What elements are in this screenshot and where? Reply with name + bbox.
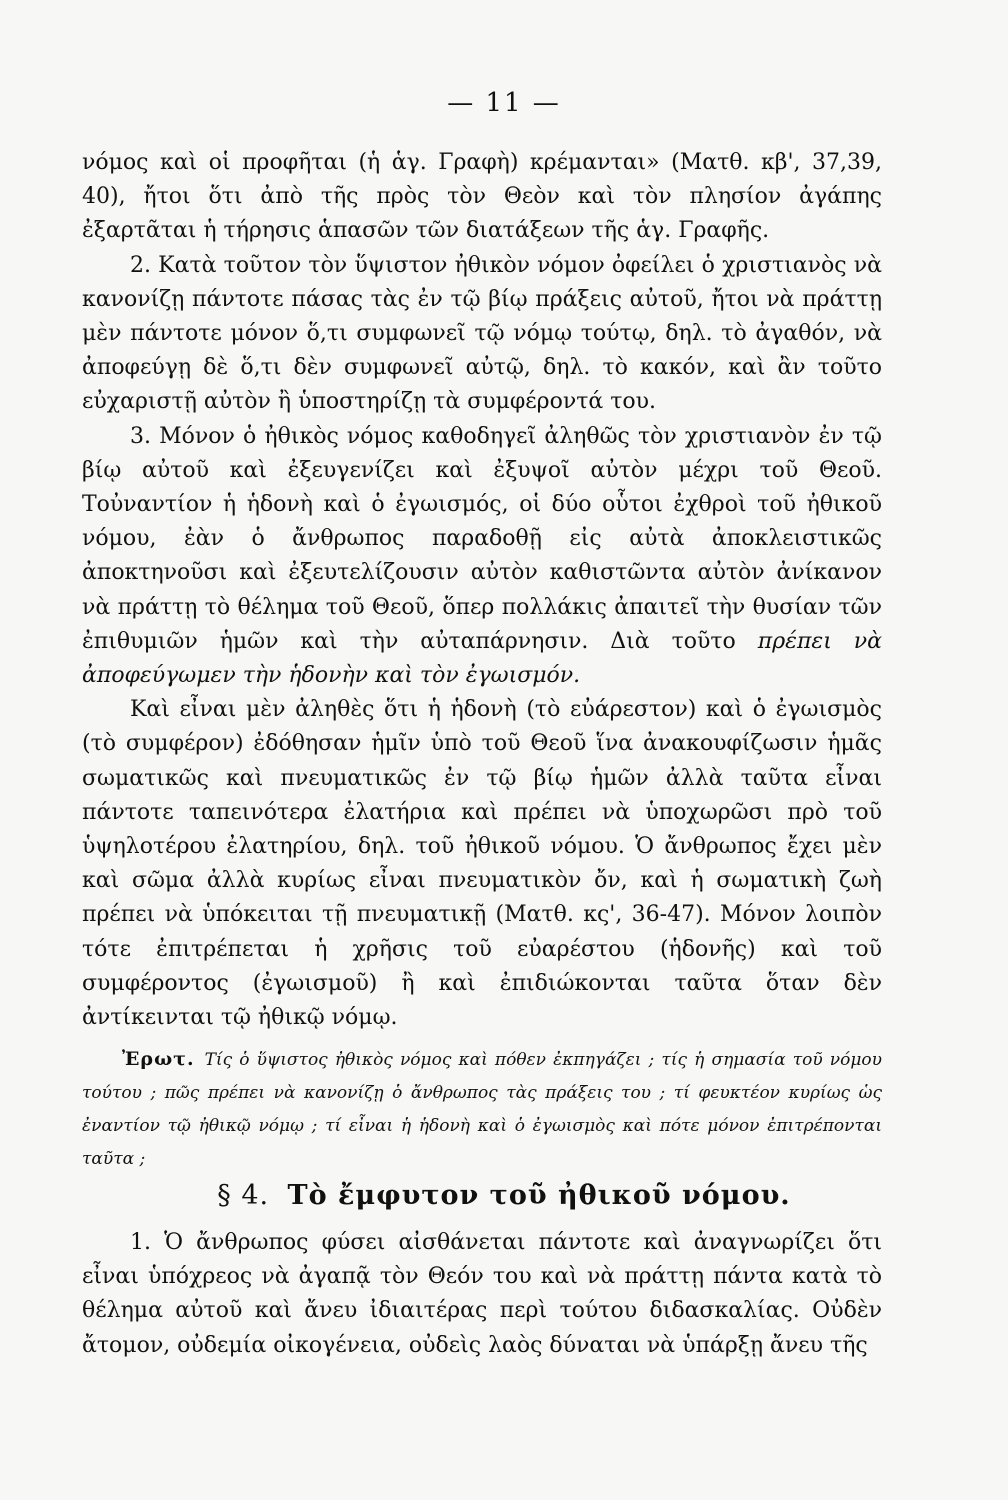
question-text: Τίς ὁ ὕψιστος ἠθικὸς νόμος καὶ πόθεν ἐκπηγάζει ; τίς ἡ σημασία τοῦ νόμου τούτου ; πῶς πρέπει νὰ κανονίζῃ ὁ ἄνθρωπος τὰς πράξεις του ; τί φευκτέον κυρίως ὡς ἐναντίον τῷ ἠθικῷ νόμῳ ; τί εἶναι ἡ ἡδονὴ καὶ ὁ ἐγωισμὸς καὶ πότε μόνον ἐπιτρέπονται ταῦτα ; — [82, 1050, 882, 1169]
paragraph-3 — [82, 420, 882, 694]
paragraph-continuation: νόμος καὶ οἱ προφῆται (ἡ ἁγ. Γραφὴ) κρέμανται» (Ματθ. κβ', 37,39, 40), ἤτοι ὅτι ἀπὸ τῆς πρὸς τὸν Θεὸν καὶ τὸν πλησίον ἀγάπης ἐξαρτᾶται ἡ τήρησις ἁπασῶν τῶν διατάξεων τῆς ἁγ. Γραφῆς. — [82, 150, 882, 244]
question-label: Ἐρωτ. — [122, 1048, 195, 1070]
paragraph-3-emphasis: πρέπει νὰ ἀποφεύγωμεν τὴν ἡδονὴν καὶ τὸν ἐγωισμόν. — [82, 628, 883, 689]
section-heading — [0, 1180, 1008, 1211]
review-questions — [82, 1043, 882, 1176]
section-paragraph-1: 1. Ὁ ἄνθρωπος φύσει αἰσθάνεται πάντοτε καὶ ἀναγνωρίζει ὅτι εἶναι ὑπόχρεος νὰ ἀγαπᾷ τὸν Θεόν του καὶ νὰ πράττῃ πάντα κατὰ τὸ θέλημα αὐτοῦ καὶ ἄνευ ἰδιαιτέρας περὶ τούτου διδασκαλίας. Οὐδὲν ἄτομον, οὐδεμία οἰκογένεια, οὐδεὶς λαὸς δύναται νὰ ὑπάρξῃ ἄνευ τῆς — [82, 1230, 882, 1358]
section-text — [82, 1226, 882, 1363]
section-number: § 4. — [217, 1180, 270, 1211]
section-title: Τὸ ἔμφυτον τοῦ ἠθικοῦ νόμου. — [287, 1180, 791, 1211]
main-text — [82, 146, 882, 1035]
paragraph-3-text: 3. Μόνον ὁ ἠθικὸς νόμος καθοδηγεῖ ἀληθῶς τὸν χριστιανὸν ἐν τῷ βίῳ αὐτοῦ καὶ ἐξευγενίζει καὶ ἐξυψοῖ αὐτὸν μέχρι τοῦ Θεοῦ. Τοὐναντίον ἡ ἡδονὴ καὶ ὁ ἐγωισμός, οἱ δύο οὗτοι ἐχθροὶ τοῦ ἠθικοῦ νόμου, ἐὰν ὁ ἄνθρωπος παραδοθῇ εἰς αὐτὰ ἀποκλειστικῶς ἀποκτηνοῦσι καὶ ἐξευτελίζουσιν αὐτὸν καθιστῶντα αὐτὸν ἀνίκανον νὰ πράττῃ τὸ θέλημα τοῦ Θεοῦ, ὅπερ πολλάκις ἀπαιτεῖ τὴν θυσίαν τῶν ἐπιθυμιῶν ἡμῶν καὶ τὴν αὐταπάρνησιν. Διὰ τοῦτο — [82, 423, 882, 654]
paragraph-2: 2. Κατὰ τοῦτον τὸν ὕψιστον ἠθικὸν νόμον ὀφείλει ὁ χριστιανὸς νὰ κανονίζῃ πάντοτε πάσας τὰς ἐν τῷ βίῳ πράξεις αὐτοῦ, ἤτοι νὰ πράττῃ μὲν πάντοτε μόνον ὅ,τι συμφωνεῖ τῷ νόμῳ τούτῳ, δηλ. τὸ ἀγαθόν, νὰ ἀποφεύγῃ δὲ ὅ,τι δὲν συμφωνεῖ αὐτῷ, δηλ. τὸ κακόν, καὶ ἂν τοῦτο εὐχαριστῇ αὐτὸν ἢ ὑποστηρίζῃ τὰ συμφέροντά του. — [82, 252, 882, 415]
paragraph-4: Καὶ εἶναι μὲν ἀληθὲς ὅτι ἡ ἡδονὴ (τὸ εὐάρεστον) καὶ ὁ ἐγωισμὸς (τὸ συμφέρον) ἐδόθησαν ἡμῖν ὑπὸ τοῦ Θεοῦ ἵνα ἀνακουφίζωσιν ἡμᾶς σωματικῶς καὶ πνευματικῶς ἐν τῷ βίῳ ἡμῶν ἀλλὰ ταῦτα εἶναι πάντοτε ταπεινότερα ἐλατήρια καὶ πρέπει νὰ ὑποχωρῶσι πρὸ τοῦ ὑψηλοτέρου ἐλατηρίου, δηλ. τοῦ ἠθικοῦ νόμου. Ὁ ἄνθρωπος ἔχει μὲν καὶ σῶμα ἀλλὰ κυρίως εἶναι πνευματικὸν ὄν, καὶ ἡ σωματικὴ ζωὴ πρέπει νὰ ὑπόκειται τῇ πνευματικῇ (Ματθ. κς', 36-47). Μόνον λοιπὸν τότε ἐπιτρέπεται ἡ χρῆσις τοῦ εὐαρέστου (ἡδονῆς) καὶ τοῦ συμφέροντος (ἐγωισμοῦ) ἢ καὶ ἐπιδιώκονται ταῦτα ὅταν δὲν ἀντίκεινται τῷ ἠθικῷ νόμῳ. — [82, 697, 882, 1031]
page-number: — 11 — — [447, 88, 561, 118]
